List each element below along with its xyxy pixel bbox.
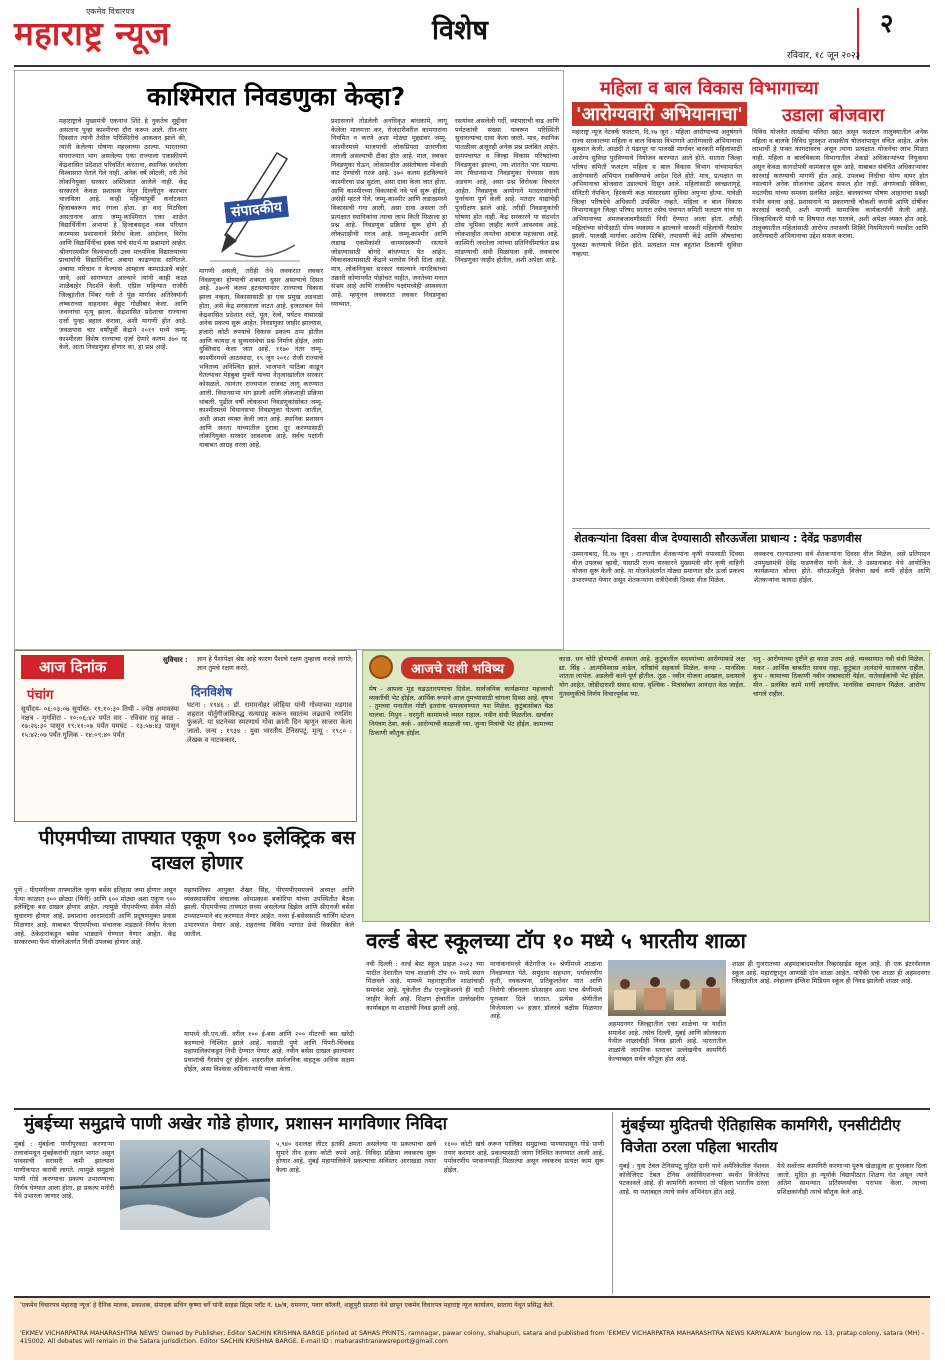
footer: [14, 1296, 930, 1360]
sea-bridge-image: [120, 1140, 270, 1230]
zodiac-wheel-icon: [369, 655, 393, 679]
aaj-dinank-title: आज दिनांक: [21, 655, 124, 679]
masthead: [0, 0, 945, 64]
pmp-column-2: महापालिका आयुक्त शेखर सिंह, पीएमपीएमएलचे अध्यक्ष आणि व्यवस्थापकीय संचालक ओमप्रकाश बकोरिया यांच्या उपस्थितीत बैठक झाली. पीएमपीच्या ताफ्यात सध्या असलेल्या डिझेल आणि सीएनजी बसेस टप्प्याटप्प्याने बंद करण्यात येणार आहेत. नव्या ई-बसेससाठी चार्जिंग स्टेशन उभारण्यात येणार आहे. शहराच्या विविध भागांत डेपो विकसित केले जातील.: [184, 886, 357, 938]
rashi-title: आजचे राशी भविष्य: [401, 657, 514, 679]
world-school-column-3: अहमदनगर जिल्ह्यातील एका शाळेचा या यादीत समावेश आहे. तसेच दिल्ली, मुंबई आणि कोलकाता येथील शाळांचीही निवड झाली आहे. भारतातील शाळांनी जागतिक स्तरावर उल्लेखनीय कामगिरी केल्याबद्दल सर्वत्र कौतुक होत आहे.: [608, 1020, 729, 1063]
world-school-headline: वर्ल्ड बेस्ट स्कूलच्या टॉप १० मध्ये ५ भारतीय शाळा: [366, 929, 746, 953]
sea-link-photo: [120, 1140, 270, 1230]
mumbai-water-column-2: ५,९४० दशलक्ष लीटर इतकी क्षमता असलेल्या या प्रकल्पाचा खर्च सुमारे तीन हजार कोटी रुपये आहे. निविदा प्रक्रिया लवकरच सुरू होणार आहे. मुंबई महापालिकेने प्रकल्पाचा सविस्तर आराखडा तयार केला आहे.: [276, 1140, 439, 1175]
school-photo: [608, 960, 726, 1016]
footer-line-english: 'EKMEV VICHARPATRA MAHARASHTRA NEWS' Owned by Publisher, Editor SACHIN KRISHNA BARGE printed at SAHAS PRINTS, ramnagar, pawar colony, shahupuri, satara and published from 'EKMEV VICHARPATRA MAHARASHTRA NEWS KARYALAYA' bunglow no. 13, pratap colony, satara (MH) - 415002. All debates will remain in the Satara jurisdiction. Editor SACHIN KRISHNA BARGE. E-mail ID : maharashtranewsreport@gmail.com: [20, 1330, 926, 1346]
mumbai-student-headline: मुंबईच्या मुदितची ऐतिहासिक कामगिरी, एनसीटीटीए विजेता ठरला पहिला भारतीय: [621, 1116, 901, 1156]
farmers-headline: शेतकऱ्यांना दिवसा वीज देण्यासाठी सौरऊर्जेला प्राधान्य : देवेंद्र फडणवीस: [574, 532, 862, 545]
rashi-column-3: धनु - आरोग्याच्या दृष्टीने हा काळ उत्तम आहे. व्यवसायात नवी संधी मिळेल. मकर - आर्थिक बाबतीत सावध राहा. कुटुंबात आनंदाचे वातावरण राहील. कुंभ - कामाच्या ठिकाणी नवीन जबाबदारी येईल. नातेवाईकांची भेट होईल. मीन - प्रलंबित कामे मार्गी लागतील. मानसिक समाधान मिळेल. आरोग्य चांगले राहील.: [753, 655, 928, 698]
issue-date: रविवार, १८ जून २०२३: [787, 51, 861, 61]
mumbai-student-column-2: येथे सर्वोत्तम कामगिरी करणाऱ्या पुरुष खेळाडूला हा पुरस्कार दिला जातो. मुदित हा न्यूयॉर्क विद्यापीठात शिक्षण घेत असून त्याने अंतिम सामन्यात प्रतिस्पर्ध्याचा पराभव केला. त्याच्या प्रशिक्षकांनीही त्याचे कौतुक केले आहे.: [777, 1162, 930, 1197]
classroom-image: [608, 960, 726, 1016]
pmp-column-1: पुणे : पीएमपीच्या ताफ्यातील जुन्या बसेस इतिहास जमा होणार असून येत्या काळात ३०० छोट्या (मिनी) आणि ६०० मोठ्या अशा एकूण ९०० इलेक्ट्रिक बस दाखल होणार आहेत. त्यामुळे पीएमपीच्या सेवेत मोठी सुधारणा होणार आहे. प्रवाशांना आरामदायी आणि प्रदूषणमुक्त प्रवास मिळणार आहे. याबाबत पीएमपीच्या संचालक मंडळाने निर्णय घेतला आहे. ठेकेदारांकडून बसेस भाड्याने घेण्यात येणार आहेत. केंद्र सरकारच्या फेम योजनेअंतर्गत निधी उपलब्ध होणार आहे.: [14, 886, 179, 947]
lower-rule: [14, 1108, 930, 1110]
world-school-column-1: नवी दिल्ली : वर्ल्ड बेस्ट स्कूल प्राइज २०२३ च्या यादीत देशातील पाच शाळांनी टॉप १० मध्ये स्थान मिळवले आहे. यामध्ये महाराष्ट्रातील शाळांचाही समावेश आहे. यूकेतील टी४ एज्युकेशनने ही यादी जाहीर केली आहे. शिक्षण क्षेत्रातील उल्लेखनीय कार्याबद्दल या शाळांची निवड झाली आहे.: [366, 960, 487, 1012]
editorial-title: काश्मिरात निवडणुका केव्हा?: [147, 82, 406, 111]
rashi-column-1: मेष - आपला मूड चढउतारपणाचा दिसेल. सार्वजनिक कार्यक्रमात महत्त्वाची व्यक्तींची भेट होईल. आर्थिक रूपाने आज तुमच्यासाठी चांगला दिवस आहे. वृषभ - तुमच्या मनातील गोष्टी इतरांना समजावण्यात यश मिळेल. कुटुंबासोबत वेळ घालवा. मिथुन - घरगुती कामांमध्ये व्यस्त राहाल. नवीन संधी मिळतील. खर्चावर नियंत्रण ठेवा. कर्क - आरोग्याची काळजी घ्या. जुन्या मित्रांची भेट होईल. कामाच्या ठिकाणी कौतुक होईल.: [369, 685, 556, 737]
aaj-dinank-box: [14, 650, 357, 822]
dinvishesh-text: घटना : १९४६ : डॉ. राममनोहर लोहिया यांनी गोव्याच्या मडगाव शहरात पोर्तुगीजांविरुद्ध सत्याग्रह करून स्वातंत्र्य लढ्याचे रणशिंग फुंकले. या घटनेच्या स्मरणार्थ गोवा क्रांती दिन म्हणून साजरा केला जातो. जन्म : १९३४ : युवा भारतीय टेनिसपटू. मृत्यू : १९८० : लेखक व नाटककार.: [187, 701, 355, 744]
editorial-illustration: [205, 123, 305, 271]
mumbai-water-column-3: १६०० कोटी खर्च करून पालिका समुद्राच्या पाण्यापासून गोडे पाणी तयार करणार आहे. प्रकल्पासाठी जागा निश्चित करण्यात आली आहे. पर्यावरणीय परवानग्याही मिळाल्या असून लवकरच प्रत्यक्ष काम सुरू होईल.: [444, 1140, 607, 1175]
mumbai-water-headline: मुंबईच्या समुद्राचे पाणी अखेर गोडे होणार, प्रशासन मागविणार निविदा: [24, 1114, 447, 1134]
world-school-column-4: शाळा ही गुजरातच्या अहमदाबादमधील रिव्हरसाईड स्कूल आहे. ही एक इंटरनॅशनल स्कूल आहे. महाराष्ट्रातून आणखी दोन शाळा आहेत. यांपैकी एक शाळा ही अहमदनगर जिल्ह्यातील आहे. स्नेहालय इंग्लिश मिडियम स्कूल ही निवड झालेली शाळा आहे.: [732, 960, 933, 986]
pmp-column-3: यामध्ये सी.एन.जी. वरील १०० ई-बस आणि २०० मीटरची बस खरेदी करण्याचे निश्चित झाले आहे. यासाठी पुणे आणि पिंपरी-चिंचवड महापालिकांकडून निधी देण्यात येणार आहे. नवीन बसेस दाखल झाल्यावर प्रवाशांची गैरसोय दूर होईल. शहरातील सार्वजनिक वाहतूक अधिक सक्षम होईल, असा विश्वास अधिकाऱ्यांनी व्यक्त केला.: [184, 1030, 357, 1073]
mumbai-student-box: [612, 1112, 930, 1294]
editorial-section: [14, 70, 564, 650]
pen-icon: [205, 123, 305, 271]
editorial-column-4: रस्त्यांवर असलेली गर्दी, व्यापाराची वाढ आणि पर्यटकांची संख्या यावरून परिस्थिती सुधारल्याचा दावा केला जातो. मात्र, स्थानिक पातळीवर अजूनही अनेक प्रश्न प्रलंबित आहेत. ग्रामपंचायत व जिल्हा विकास परिषदांच्या निवडणुका झाल्या, त्या शांततेत पार पडल्या. मग विधानसभा निवडणुका घेण्यास काय अडचण आहे, असा प्रश्न विरोधक विचारत आहेत. निवडणूक आयोगाने मतदारसंघांची पुनर्रचना पूर्ण केली आहे. मतदार याद्यांचेही पुनरीक्षण झाले आहे. तरीही निवडणुकांची घोषणा होत नाही. केंद्र सरकारने या संदर्भात ठोस भूमिका जाहीर करणे आवश्यक आहे. लोकशाहीत जनतेचा आवाज महत्त्वाचा आहे. काश्मिरी जनतेला त्यांच्या प्रतिनिधींमार्फत प्रश्न मांडण्याची संधी मिळायला हवी. लवकरच निवडणुका जाहीर होतील, अशी अपेक्षा आहे.: [455, 117, 562, 265]
mumbai-student-column-1: मुंबई : युवा टेबल टेनिसपटू मुदित दानी याने अमेरिकेतील नॅशनल कॉलेजिएट टेबल टेनिस असोसिएशनच्या स्पर्धेत विजेतेपद पटकावले आहे. ही कामगिरी करणारा तो पहिला भारतीय ठरला आहे. या यशाबद्दल त्याचे सर्वत्र अभिनंदन होत आहे.: [619, 1162, 772, 1197]
women-article-title-rest: उडाला बोजवारा: [782, 105, 885, 126]
editorial-column-2: मागणी असली, तरीही तेथे लवकरात लवकर निवडणुका होण्याची शक्यता धुसर असल्याचे दिसत आहे. ३७०चे कलम हटवल्यानंतर राज्याचा विकास झाला नव्हता, विकासासाठी हा एक प्रमुख अडथळा होता, असे केंद्र सरकारला वाटत आहे. हजरतबल येथे केंद्रशासित प्रदेशात रस्ते, पूल, रेल्वे, पर्यटन यांसारखे अनेक प्रकल्प सुरू आहेत. निवडणुका जाहीर झाल्यास, हजारो कोटी रुपयांचे विकास प्रकल्प ठप्प होतील आणि कायदा व सुव्यवस्थेचा प्रश्न निर्माण होईल, असा युक्तिवाद केला जात आहे. ११७० नंतर जम्मू-काश्मीरमध्ये आठव्यांदा, १९ जून २०१८ रोजी राज्याचे भवितव्य अनिश्चित झाले. भाजपाने पाठिंबा काढून घेतल्यावर मेहबुबा मुफ्ती यांच्या नेतृत्वाखालील सरकार कोसळले. त्यानंतर राज्यपाल राजवट लागू करण्यात आली. विधानसभा भंग झाली आणि लोकशाही प्रक्रिया थांबली. पुढील वर्षी लोकसभा निवडणुकांसोबत जम्मू-काश्मीरमध्ये विधानसभा निवडणुका घेतल्या जातील, अशी आशा व्यक्त केली जात आहे. स्थानिक प्रशासन आणि जनता यांच्यातील दुरावा दूर करण्यासाठी लोकनियुक्त सरकार आवश्यक आहे. सर्वच पक्षांनी याबाबत आग्रह धरला आहे.: [199, 267, 326, 450]
farmers-column-1: उस्मानाबाद, दि.१७ जून : राज्यातील शेतकऱ्यांना कृषी पंपासाठी दिवसा वीज उपलब्ध व्हावी, यासाठी राज्य सरकारने मुख्यमंत्री सौर कृषी वाहिनी योजना सुरू केली आहे. या योजनेअंतर्गत मोठ्या प्रमाणात सौर ऊर्जा प्रकल्प उभारण्यात येणार असून शेतकऱ्यांना रात्रीऐवजी दिवसा वीज मिळेल.: [572, 550, 747, 585]
pmp-headline: पीएमपीच्या ताफ्यात एकूण ९०० इलेक्ट्रिक बस दाखल होणार: [38, 827, 356, 874]
masthead-tagline: एकमेव विचारपत्र: [86, 7, 135, 16]
mumbai-water-column-1: मुंबई : मुंबईला पाणीपुरवठा करणाऱ्या तलावांमधून मुंबईकरांची तहान भागत असून पावसाची सरासरी कमी झाल्यास पाणीकपात करावी लागते. त्यामुळे समुद्राचे पाणी गोडे करण्याचा प्रकल्प उभारण्याचा निर्णय घेण्यात आला होता. हा प्रकल्प मनोरी येथे उभारला जाणार आहे.: [14, 1140, 117, 1201]
subhashit-label: सुविचार :: [163, 655, 188, 664]
editorial-column-1: महाराष्ट्राचे मुख्यमंत्री एकनाथ शिंदे हे नुकतेच सुट्टीवर असताना पुन्हा काश्मीरचा दौरा करून आले. तीन-चार दिवसांत त्यांनी तेथील परिस्थितीचे आकलन झाले की, त्यांनी केलेल्या घोषणा महत्त्वाच्या ठरल्या. भारताच्या संघराज्यात भाग असलेल्या एका राज्याला एकाकीपणे केंद्रशासित प्रदेशात परिवर्तित करताना, स्थानिक जनतेला विश्वासात घेतले गेले नाही. अनेक वर्षे लोटली, तरी तेथे लोकनियुक्त सरकार अस्तित्वात आलेले नाही. केंद्र सरकारने केवळ प्रशासक नेमून दिल्लीतून कारभार चालविला आहे. काही महिन्यांपूर्वी कर्नाटकात हिजाबवरून वाद रंगला होता. हा वाद मिटविला असतानाच आता जम्मू-काश्मिरात एका शाळेत विद्यार्थिनींना अभाया हे हिजाबसदृश वस्त्र परिधान करण्यास प्रशासनाने विरोध केला. आंदोलन, विरोध आणि विद्यार्थिनींचा हक्क यांचे संदर्भ या प्रश्नामागे आहेत. श्रीनगरमधील विश्वभारती उच्च माध्यमिक विद्यालयाच्या प्राचार्यांनी विद्यार्थिनींना अबाया काढण्यास सांगितले. अबाया परिधान न केल्यास आम्हाला कम्पाऊंडचे बाहेर जावे, असे सांगण्यात आल्याने त्यांनी काही काळ शाळेबाहेर निदर्शने केली. एप्रिल महिन्यात राजौरी जिल्ह्यातील भिंबर गली ते पूंछ मार्गावर अतिरेक्यांनी लष्कराच्या वाहनावर बेछूट गोळीबार केला. आणि जवानांचा मृत्यू झाला. केंद्रशासित प्रदेशाचा राज्याचा दर्जा पुन्हा बहाल करावा, अशी मागणी होत आहे. जवळपास चार वर्षांपूर्वी केंद्राने २०१९ मध्ये जम्मू-काश्मीरला विशेष राज्याचा दर्जा देणारे कलम ३७० रद्द केले. आता निवडणुका होणार का, हा प्रश्न आहे.: [59, 117, 190, 352]
women-article-kicker: महिला व बाल विकास विभागाच्या: [600, 78, 819, 99]
footer-line-marathi: 'एकमेव विचारपत्र महाराष्ट्र न्यूज' हे दैनिक मालक, प्रकाशक, संपादक सचिन कृष्णा बर्गे यांनी साहस प्रिंट्स प्लॉट नं. ६७/ब, रामनगर, पवार कॉलनी, शाहूपुरी सातारा येथे छापून एकमेव विचारपत्र महाराष्ट्र न्यूज कार्यालय, सातारा येथून प्रसिद्ध केले.: [20, 1302, 555, 1309]
page-number: २: [880, 9, 894, 39]
farmers-rule: [572, 528, 930, 529]
rashi-box: [362, 650, 930, 922]
women-article-column-1: महाराष्ट्र न्यूज नेटवर्क फलटण, दि.१७ जून : महिला आरोग्याच्या अनुषंगाने राज्य सरकारच्या महिला व बाल विकास विभागाने आरोग्यवारी अभियानाचा सुरुवात केली. आळंदी ते पंढरपूर या पालखी मार्गावर वारकरी महिलांसाठी आरोग्य सुविधा पुरविण्याचे नियोजन करण्यात आले होते. सातारा जिल्हा परिषद समिती फलटण महिला व बाल विकास विभाग यांच्यामार्फत आरोग्यवारी अभियान राबविण्याचे आदेश दिले होते. मात्र, प्रत्यक्षात या अभियानाचा बोजवारा उडाल्याचे दिसून आले. महिलांसाठी स्वच्छतागृहे, सॅनिटरी नॅपकिन, हिरकणी कक्ष यांसारख्या सुविधा अपुऱ्या होत्या. यावेळी जिल्हा परिषदेचे अधिकारी उपस्थित नव्हते. महिला व बाल विकास विभागाकडून जिल्हा परिषद सातारा तसेच पंचायत समिती फलटण यांना या अभियानाच्या अंमलबजावणीसाठी निधी देण्यात आला होता. तरीही महिलांच्या सोयीसाठी योग्य व्यवस्था न झाल्याने वारकरी महिलांची गैरसोय झाली. पालखी मार्गावर आरोग्य शिबिरे, तपासणी केंद्रे आणि औषधांचा पुरवठा करण्याचे निर्देश होते. प्रत्यक्षात मात्र बहुतांश ठिकाणी सुविधा नव्हत्या.: [572, 128, 745, 258]
rashi-column-2: काळ. धन चोरी होण्याची शक्यता आहे. कुटुंबातील सदस्यांच्या आरोग्याकडे लक्ष द्या. सिंह - आत्मविश्वास वाढेल, वरिष्ठांचे सहकार्य मिळेल. कन्या - मानसिक शांतता लाभेल. अडलेली कामे पूर्ण होतील. तूळ - नवीन योजना आखाल, प्रवासाचे योग आहेत. जोडीदाराशी संवाद साधा. वृश्चिक - मित्रांसोबत आनंदात वेळ जाईल. गुंतवणुकीचे निर्णय विचारपूर्वक घ्या.: [559, 655, 748, 698]
women-article-column-2: विविध योजनेत लाखोंचा मलिदा खात असून फलटण तालुक्यातील अनेक महिला व बालके विविध पुरस्कृत शासकीय योजनांपासून वंचित आहेत. अनेक लाभार्थी हे फक्त कागदावरच असून त्यांना प्रत्यक्षात योजनेचा लाभ मिळत नाही. महिला व बालविकास विभागातील शेकडो अधिकाऱ्यांच्या नियुक्त्या असून केवळ कागदोपत्री कामकाज सुरू आहे. याबाबत संबंधित अधिकाऱ्यांवर कारवाई करण्याची मागणी होत आहे. उपलब्ध निधीचा योग्य वापर होत नसल्याने अनेक योजनांचा उद्देशच सफल होत नाही. अंगणवाडी सेविका, मदतनीस यांच्या समस्या प्रलंबित आहेत. बालकांच्या पोषण आहाराचा प्रश्नही गंभीर बनला आहे. प्रशासनाने या प्रकरणाची चौकशी करावी आणि दोषींवर कारवाई करावी, अशी मागणी सामाजिक कार्यकर्त्यांनी केली आहे. जिल्हाधिकारी यांनी या विषयात लक्ष घालावे, अशी अपेक्षा व्यक्त होत आहे. तालुक्यातील महिलांसाठी आरोग्य तपासणी शिबिरे नियमितपणे घ्यावीत आणि आरोग्यवारी अभियानाचा उद्देश सफल करावा.: [752, 128, 931, 241]
subhashit-text: ज्ञान हे पैशापेक्षा श्रेष्ठ आहे कारण पैशाचे रक्षण तुम्हाला करावे लागते; ज्ञान तुमचे रक्षण करते.: [197, 655, 356, 672]
world-school-column-2: मानांकनांमध्ये कॅटेगरीज १० श्रेणींमध्ये शाळांना निवडण्यात येते. समुदाय सहभाग, पर्यावरणीय कृती, नवकल्पना, प्रतिकूलतेवर मात आणि निरोगी जीवनाला प्रोत्साहन अशा पाच श्रेणींमध्ये पुरस्कार दिले जातात. प्रत्येक श्रेणीतील विजेत्याला ५० हजार डॉलरचे बक्षीस मिळणार आहे.: [490, 960, 605, 1021]
masthead-logo: महाराष्ट्र न्यूज: [14, 14, 170, 53]
section-title: विशेष: [432, 15, 488, 46]
farmers-column-2: लवकरच राज्यातल्या सर्व शेतकऱ्यांना दिवसा वीज मिळेल, असे प्रतिपादन उपमुख्यमंत्री देवेंद्र फडणवीस यांनी केले. ते उस्मानाबाद येथे आयोजित कार्यक्रमात बोलत होते. सौरऊर्जेमुळे विजेचा खर्च कमी होईल आणि शेतकऱ्यांना फायदा होईल.: [754, 550, 933, 585]
dinvishesh-title: दिनविशेष: [191, 685, 233, 699]
editorial-badge: संपादकीय: [224, 196, 289, 223]
panchang-text: सूर्योदय- ०६:०३:०७ सूर्यास्त- १९:१०:३० तिथी - ज्येष्ठ अमावस्या नक्षत्र - मृगशिरा - १०:०६:४२ पर्यंत वार - रविवार राहू काळ - १७:२६:३० पासून १९:११:०७ पर्यंत यमघंट - १३:५७:४३ पासून १५:४२:०७ पर्यंत गुलिक - १४:०९:४० पर्यंत: [21, 705, 182, 740]
editorial-column-3: प्रशासनाने तोडलेली अनधिकृत बांधकामे, लागू केलेला मालमत्ता कर, रोजंदारीवरील कामगारांना नियमित न करणे अशा मोठ्या मुद्द्यांवर जम्मू-काश्मीरमध्ये भाजपाची लोकप्रियता उतरणीला लागली असल्याची टीका होत आहे. माल, लवकर निवडणुका घेऊन, लोकांमधील असंतोषाला मोकळी वाट देण्याची गरज आहे. ३७० कलम हटविल्याने काश्मीरचा प्रश्न सुटला, असा दावा केला जात होता. आणि काश्मीरच्या विकासाचे नवे पर्व सुरू होईल, असेही म्हटले गेले. जम्मू-काश्मीर आणि लडाखमध्ये विकासाची गंगा आली, असा दावा असला तरी प्रत्यक्षात स्थानिकांना त्याचा लाभ किती मिळाला हा प्रश्न आहे. निवडणूक प्रक्रिया सुरू होणे ही लोकशाहीची गरज आहे. जम्मू-काश्मीर आणि लडाख एकमेकांशी कायमस्वरूपी रस्त्याने जोडण्यासाठी बोगदे बांधण्यात येत आहेत. विकासकामांसाठी केंद्राने भरघोस निधी दिला आहे. मात्र, लोकनियुक्त सरकार नसल्याने नागरिकांच्या तक्रारी कोणापर्यंत पोहोचत नाहीत. जनतेच्या मनात संभ्रम आहे आणि राजकीय पक्षांमध्येही अस्वस्थता आहे. म्हणूनच लवकरात लवकर निवडणुका घ्याव्यात.: [331, 117, 450, 308]
panchang-title: पंचांग: [27, 688, 54, 703]
women-article-title-quoted: 'आरोग्यवारी अभियानाचा': [572, 102, 747, 126]
women-article: [572, 70, 930, 525]
masthead-rule: [14, 65, 930, 67]
